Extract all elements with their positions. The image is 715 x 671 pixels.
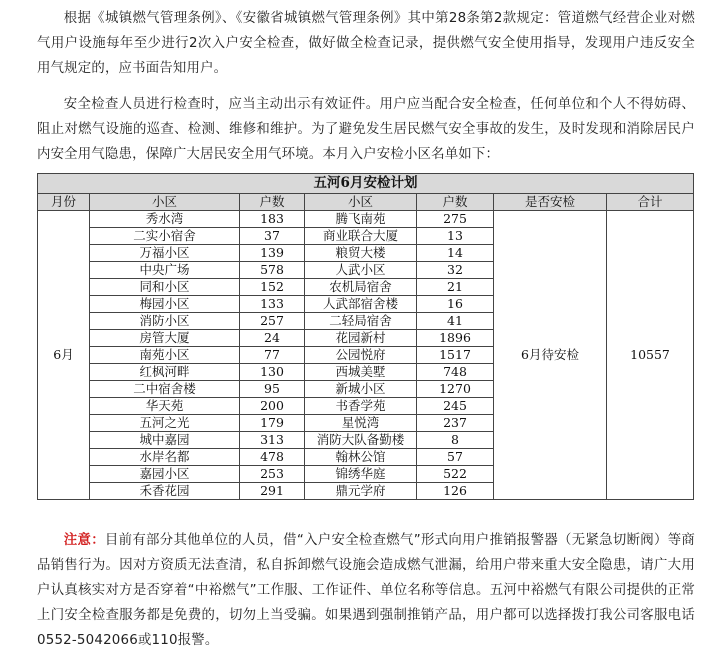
- household-count-b: 14: [417, 245, 494, 262]
- status-cell: 6月待安检: [494, 211, 607, 500]
- community-name-b: 锦绣华庭: [305, 466, 417, 483]
- household-count-a: 200: [240, 398, 305, 415]
- community-name-a: 二实小宿舍: [90, 228, 240, 245]
- community-name-b: 公园悦府: [305, 347, 417, 364]
- community-name-a: 华天苑: [90, 398, 240, 415]
- table-title: 五河6月安检计划: [38, 174, 694, 194]
- community-name-a: 禾香花园: [90, 483, 240, 500]
- household-count-a: 578: [240, 262, 305, 279]
- community-name-a: 秀水湾: [90, 211, 240, 228]
- household-count-a: 179: [240, 415, 305, 432]
- community-name-b: 书香学苑: [305, 398, 417, 415]
- household-count-b: 21: [417, 279, 494, 296]
- community-name-b: 农机局宿舍: [305, 279, 417, 296]
- community-name-b: 消防大队备勤楼: [305, 432, 417, 449]
- community-name-a: 中央广场: [90, 262, 240, 279]
- table-body: [38, 211, 694, 500]
- household-count-a: 291: [240, 483, 305, 500]
- community-name-a: 房管大厦: [90, 330, 240, 347]
- community-name-b: 二轻局宿舍: [305, 313, 417, 330]
- community-name-a: 红枫河畔: [90, 364, 240, 381]
- household-count-a: 24: [240, 330, 305, 347]
- household-count-a: 257: [240, 313, 305, 330]
- community-name-a: 五河之光: [90, 415, 240, 432]
- household-count-a: 139: [240, 245, 305, 262]
- household-count-a: 130: [240, 364, 305, 381]
- household-count-a: 152: [240, 279, 305, 296]
- month-cell: 6月: [38, 211, 90, 500]
- community-name-b: 人武部宿舍楼: [305, 296, 417, 313]
- household-count-a: 95: [240, 381, 305, 398]
- household-count-b: 8: [417, 432, 494, 449]
- notice-text: 目前有部分其他单位的人员，借“入户安全检查燃气”形式向用户推销报警器（无紧急切断阀）等商品销售行为。因对方资质无法查清，私自拆卸燃气设施会造成燃气泄漏，给用户带来重大安全隐患，请广大用户认真核实对方是否穿着“中裕燃气”工作服、工作证件、单位名称等信息。五河中裕燃气有限公司提供的正常上门安全检查服务都是免费的，切勿上当受骗。如果遇到强制推销产品，用户都可以选择拨打我公司客服电话0552-5042066或110报警。: [37, 533, 695, 648]
- household-count-a: 37: [240, 228, 305, 245]
- community-name-b: 花园新村: [305, 330, 417, 347]
- community-name-b: 翰林公馆: [305, 449, 417, 466]
- community-name-b: 新城小区: [305, 381, 417, 398]
- household-count-b: 275: [417, 211, 494, 228]
- community-name-a: 梅园小区: [90, 296, 240, 313]
- household-count-b: 16: [417, 296, 494, 313]
- community-name-b: 人武小区: [305, 262, 417, 279]
- household-count-b: 41: [417, 313, 494, 330]
- household-count-a: 133: [240, 296, 305, 313]
- header-households-a: 户数: [240, 194, 305, 211]
- community-name-a: 水岸名都: [90, 449, 240, 466]
- community-name-b: 鼎元学府: [305, 483, 417, 500]
- household-count-a: 183: [240, 211, 305, 228]
- community-name-a: 嘉园小区: [90, 466, 240, 483]
- community-name-a: 二中宿舍楼: [90, 381, 240, 398]
- household-count-b: 32: [417, 262, 494, 279]
- inspection-plan-table: [37, 173, 694, 500]
- household-count-b: 57: [417, 449, 494, 466]
- household-count-b: 13: [417, 228, 494, 245]
- household-count-a: 478: [240, 449, 305, 466]
- household-count-b: 522: [417, 466, 494, 483]
- household-count-a: 77: [240, 347, 305, 364]
- header-community-a: 小区: [90, 194, 240, 211]
- header-households-b: 户数: [417, 194, 494, 211]
- intro-paragraph-regulation: 根据《城镇燃气管理条例》、《安徽省城镇燃气管理条例》其中第28条第2款规定：管道燃气经营企业对燃气用户设施每年至少进行2次入户安全检查，做好做全检查记录，提供燃气安全使用指导，发现用户违反安全用气规定的，应书面告知用户。: [37, 11, 695, 76]
- total-cell: 10557: [607, 211, 694, 500]
- community-name-a: 同和小区: [90, 279, 240, 296]
- household-count-b: 1896: [417, 330, 494, 347]
- household-count-b: 748: [417, 364, 494, 381]
- intro-paragraph-inspection: 安全检查人员进行检查时，应当主动出示有效证件。用户应当配合安全检查，任何单位和个人不得妨碍、阻止对燃气设施的巡查、检测、维修和维护。为了避免发生居民燃气安全事故的发生，及时发现和消除居民户内安全用气隐患，保障广大居民安全用气环境。本月入户安检小区名单如下：: [37, 97, 695, 162]
- community-name-a: 城中嘉园: [90, 432, 240, 449]
- household-count-b: 126: [417, 483, 494, 500]
- household-count-a: 313: [240, 432, 305, 449]
- household-count-b: 1517: [417, 347, 494, 364]
- community-name-a: 消防小区: [90, 313, 240, 330]
- notice-label: 注意：: [63, 533, 105, 548]
- header-community-b: 小区: [305, 194, 417, 211]
- header-total: 合计: [607, 194, 694, 211]
- header-status: 是否安检: [494, 194, 607, 211]
- community-name-b: 腾飞南苑: [305, 211, 417, 228]
- community-name-a: 万福小区: [90, 245, 240, 262]
- household-count-b: 1270: [417, 381, 494, 398]
- community-name-b: 粮贸大楼: [305, 245, 417, 262]
- community-name-b: 星悦湾: [305, 415, 417, 432]
- household-count-b: 237: [417, 415, 494, 432]
- community-name-b: 商业联合大厦: [305, 228, 417, 245]
- table-row: [38, 211, 694, 228]
- notice-paragraph: [37, 528, 695, 653]
- community-name-a: 南苑小区: [90, 347, 240, 364]
- community-name-b: 西城美墅: [305, 364, 417, 381]
- household-count-a: 253: [240, 466, 305, 483]
- household-count-b: 245: [417, 398, 494, 415]
- header-month: 月份: [38, 194, 90, 211]
